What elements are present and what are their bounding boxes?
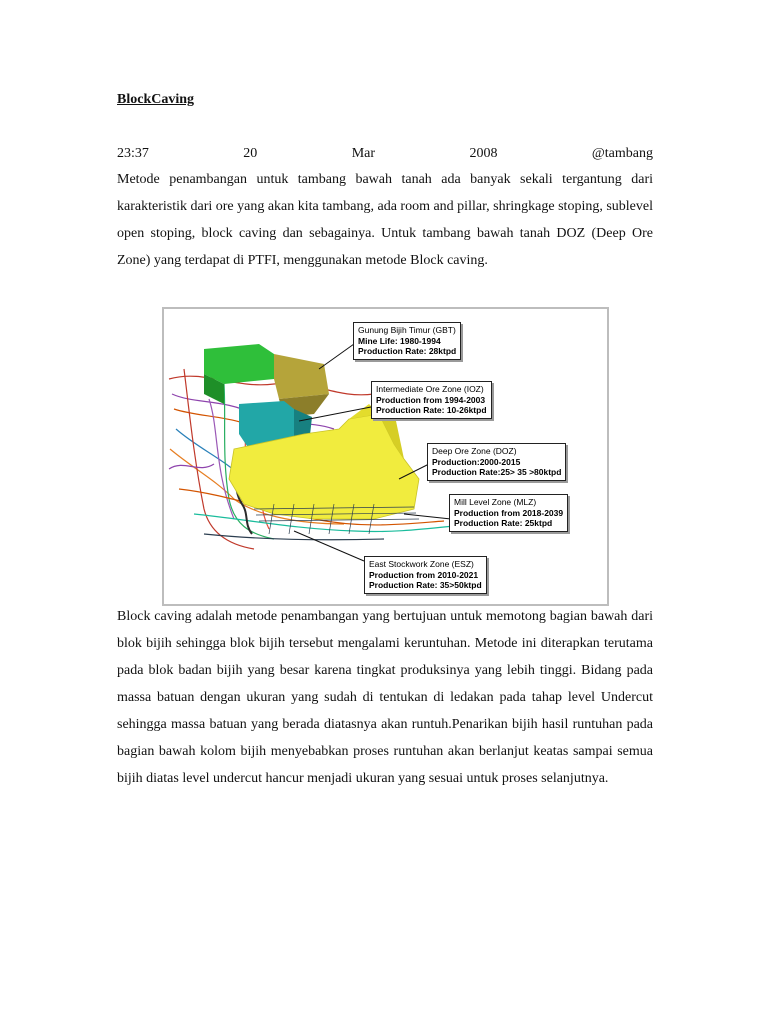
zone-esz-line2: Production Rate: 35>50ktpd: [369, 580, 482, 590]
zone-gbt-header: Gunung Bijih Timur (GBT): [358, 325, 456, 335]
zone-esz-line1: Production from 2010-2021: [369, 569, 479, 580]
intro-paragraph: Metode penambangan untuk tambang bawah tanah ada banyak sekali tergantung dari karakteristik dari ore yang akan kita tambang, ada room and pillar, shringkage stoping, sublevel open stoping, block caving dan sebagainya. Untuk tambang bawah tanah DOZ (Deep Ore Zone) yang terdapat di PTFI, menggunakan metode Block caving.: [117, 172, 653, 268]
zone-doz-line2: Production Rate:25> 35 >80ktpd: [432, 467, 562, 477]
callout-gbt: [353, 322, 461, 360]
post-year: 2008: [469, 146, 498, 161]
zone-ioz-line2: Production Rate: 10-26ktpd: [376, 405, 487, 415]
post-month: Mar: [351, 146, 376, 161]
post-time: 23:37: [117, 146, 149, 161]
block-caving-diagram: [162, 307, 609, 606]
document-title: BlockCaving: [117, 92, 195, 107]
callout-esz: [364, 556, 487, 594]
zone-doz-header: Deep Ore Zone (DOZ): [432, 446, 517, 456]
post-author: @tambang: [591, 146, 653, 161]
zone-mlz-header: Mill Level Zone (MLZ): [454, 497, 537, 507]
zone-mlz-line1: Production from 2018-2039: [454, 507, 564, 518]
block-caving-paragraph: Block caving adalah metode penambangan yang bertujuan untuk memotong bagian bawah dari blok bijih sehingga blok bijih tersebut mengalami keruntuhan. Metode ini diterapkan terutama pada blok badan bijih yang besar karena tingkat produksinya yang lebih tinggi. Bidang pada massa batuan dengan ukuran yang sudah di tentukan di ledakan pada tahap level Undercut sehingga massa batuan yang berada diatasnya akan runtuh.Penarikan bijih hasil runtuhan pada bagian bawah kolom bijih menyebabkan proses runtuhan akan berlanjut keatas sampai semua bijih diatas level undercut hancur menjadi ukuran yang sesuai untuk proses selanjutnya.: [117, 609, 653, 786]
callout-mlz: [449, 494, 568, 532]
zone-ioz-line1: Production from 1994-2003: [376, 394, 486, 405]
callout-doz: [427, 443, 566, 481]
zone-gbt-line1: Mine Life: 1980-1994: [358, 335, 441, 346]
zone-doz-line1: Production:2000-2015: [432, 456, 521, 467]
zone-ioz-header: Intermediate Ore Zone (IOZ): [376, 384, 484, 394]
callout-ioz: [371, 381, 492, 419]
post-day: 20: [243, 146, 258, 161]
post-meta: [117, 146, 653, 162]
zone-mlz-line2: Production Rate: 25ktpd: [454, 518, 553, 528]
zone-gbt-line2: Production Rate: 28ktpd: [358, 346, 457, 356]
zone-esz-header: East Stockwork Zone (ESZ): [369, 559, 474, 569]
